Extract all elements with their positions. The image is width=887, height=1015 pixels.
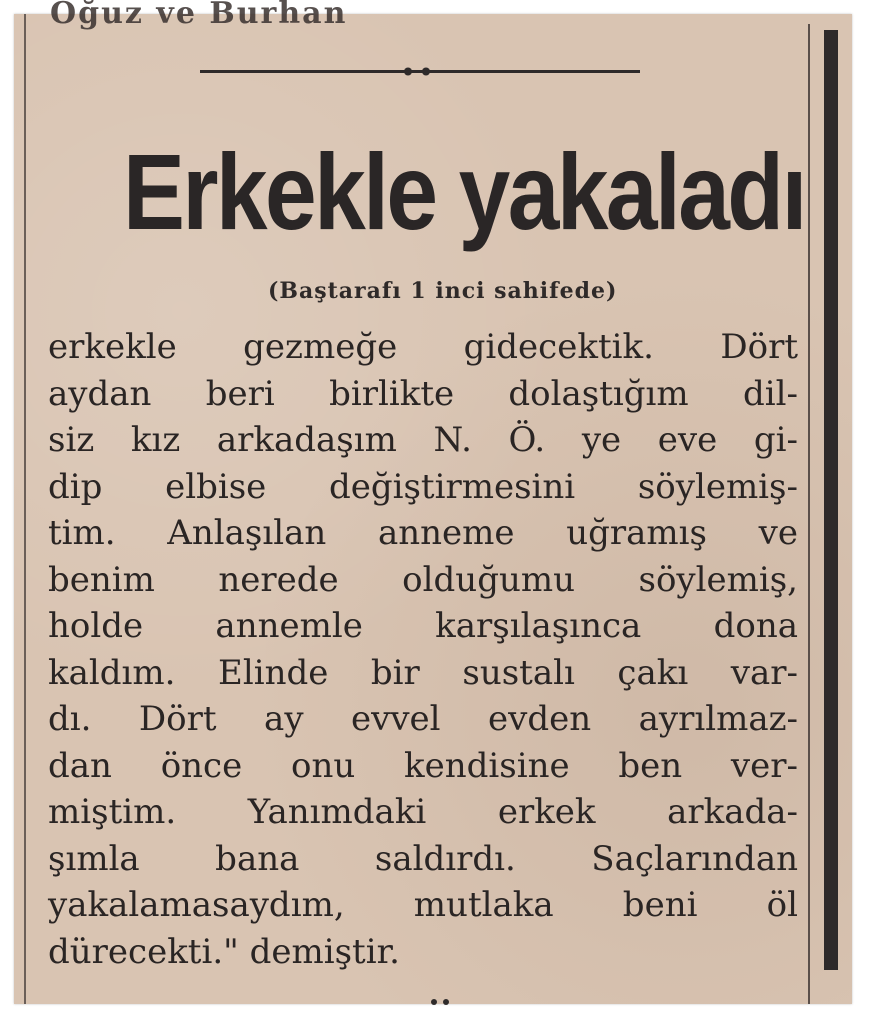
body-line: dip elbise değiştirmesini söylemiş- bbox=[48, 466, 798, 507]
continuation-note: (Baştarafı 1 inci sahifede) bbox=[268, 278, 618, 304]
body-line: holde annemle karşılaşınca dona bbox=[48, 606, 798, 646]
body-line: benim nerede olduğumu söylemiş, bbox=[48, 559, 798, 600]
article-headline: Erkekle yakaladı bbox=[123, 131, 805, 252]
body-line: yakalamasaydım, mutlaka beni öl bbox=[48, 885, 798, 925]
newspaper-clipping bbox=[14, 0, 852, 1004]
cut-off-next-article-ornament bbox=[384, 996, 494, 1004]
body-line: dı. Dört ay evvel evden ayrılmaz- bbox=[48, 699, 798, 739]
body-line: erkekle gezmeğe gidecektik. Dört bbox=[48, 327, 798, 367]
body-line: dan önce onu kendisine ben ver- bbox=[48, 745, 798, 786]
cut-off-previous-article-text: Oğuz ve Burhan bbox=[50, 0, 348, 31]
article-separator-ornament bbox=[200, 66, 640, 76]
body-line: şımla bana saldırdı. Saçlarından bbox=[48, 838, 798, 879]
body-line: kaldım. Elinde bir sustalı çakı var- bbox=[48, 652, 798, 693]
right-column-rule-thin bbox=[808, 24, 810, 1004]
body-line: siz kız arkadaşım N. Ö. ye eve gi- bbox=[48, 420, 798, 460]
body-line: tim. Anlaşılan anneme uğramış ve bbox=[48, 513, 798, 553]
body-line: dürecekti." demiştir. bbox=[48, 931, 400, 972]
article-body bbox=[48, 324, 798, 975]
left-column-rule bbox=[24, 14, 26, 1004]
body-line: miştim. Yanımdaki erkek arkada- bbox=[48, 792, 798, 832]
right-column-rule-thick bbox=[824, 30, 838, 970]
body-line: aydan beri birlikte dolaştığım dil- bbox=[48, 373, 798, 414]
